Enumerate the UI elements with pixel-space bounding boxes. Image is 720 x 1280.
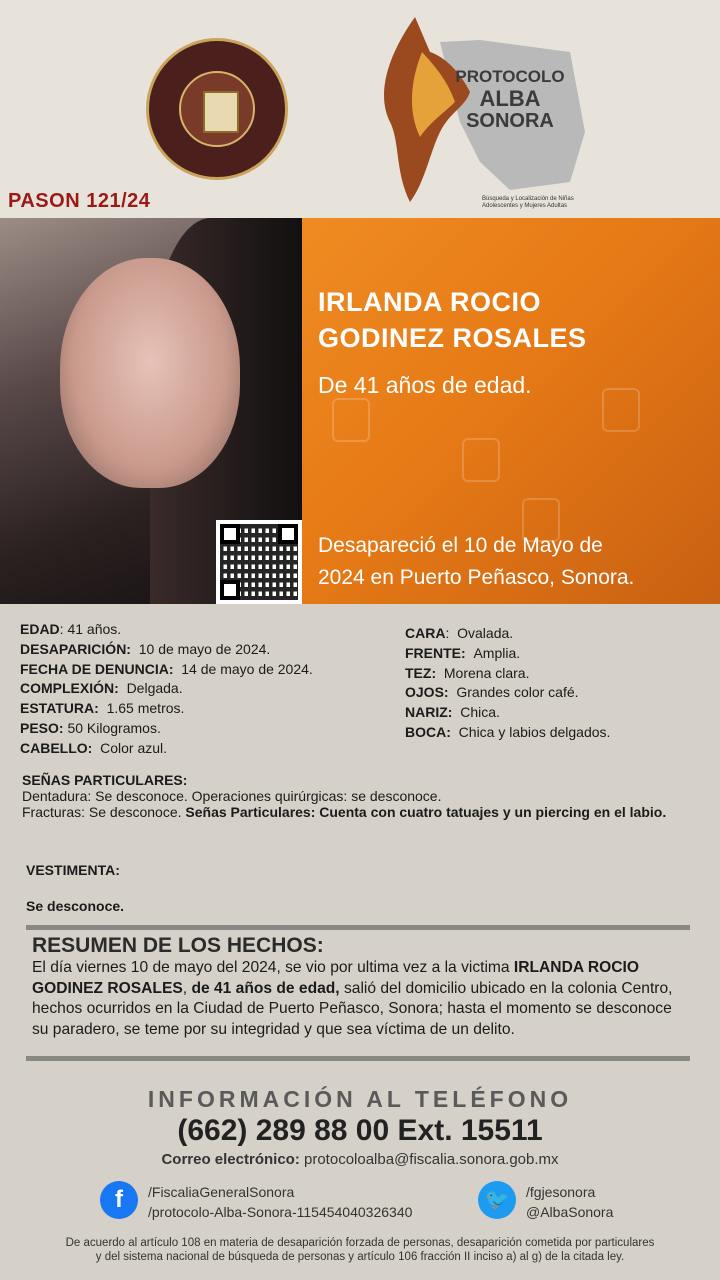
divider — [26, 925, 690, 930]
qr-code[interactable] — [216, 520, 302, 604]
detail-row: NARIZ: Chica. — [405, 704, 500, 721]
facebook-icon[interactable]: f — [100, 1181, 138, 1219]
person-age: De 41 años de edad. — [318, 372, 532, 398]
fiscalia-seal-logo — [146, 38, 288, 180]
email-line: Correo electrónico: protocoloalba@fiscalia.sonora.gob.mx — [161, 1151, 559, 1168]
alba-subtitle: Búsqueda y Localización de Niñas Adolescentes y Mujeres Adultas — [482, 196, 574, 209]
clothing-title: VESTIMENTA: — [26, 862, 120, 878]
lock-icon — [602, 388, 640, 432]
detail-row: DESAPARICIÓN: 10 de mayo de 2024. — [20, 640, 271, 657]
detail-row: TEZ: Morena clara. — [405, 664, 530, 681]
header-band — [0, 0, 720, 218]
distinguishing-marks: SEÑAS PARTICULARES: Dentadura: Se desconoce. Operaciones quirúrgicas: se desconoce. Fracturas: Se desconoce. Señas Particulares: Cuenta con cuatro tatuajes y un piercing en el labio. — [22, 772, 667, 820]
divider — [26, 1056, 690, 1061]
twitter-links: /fgjesonora @AlbaSonora — [526, 1184, 614, 1220]
facebook-links: /FiscaliaGeneralSonora /protocolo-Alba-Sonora-115454040326340 — [148, 1184, 413, 1220]
detail-row: COMPLEXIÓN: Delgada. — [20, 680, 183, 697]
summary-title: RESUMEN DE LOS HECHOS: — [32, 934, 324, 957]
lock-icon — [332, 398, 370, 442]
legal-footer: De acuerdo al artículo 108 en materia de desaparición forzada de personas, desaparición cometida por particulares y del sistema nacional de búsqueda de personas y artículo 106 fracción II inciso a) al g) de la citada ley. — [65, 1237, 655, 1263]
alba-title: PROTOCOLO ALBA SONORA — [455, 67, 565, 132]
detail-row: FRENTE: Amplia. — [405, 644, 521, 661]
details-left-list — [20, 620, 313, 759]
info-phone-title: INFORMACIÓN AL TELÉFONO — [147, 1086, 573, 1112]
twitter-icon[interactable]: 🐦 — [478, 1181, 516, 1219]
person-name: IRLANDA ROCIO GODINEZ ROSALES — [318, 287, 587, 353]
detail-row: FECHA DE DENUNCIA: 14 de mayo de 2024. — [20, 660, 313, 677]
detail-row: CARA: Ovalada. — [405, 625, 514, 641]
email-link[interactable]: protocoloalba@fiscalia.sonora.gob.mx — [304, 1151, 559, 1168]
clothing-value: Se desconoce. — [26, 898, 125, 914]
detail-row: OJOS: Grandes color café. — [405, 684, 579, 701]
detail-row: BOCA: Chica y labios delgados. — [405, 723, 611, 740]
case-code: PASON 121/24 — [8, 190, 151, 212]
summary-text: El día viernes 10 de mayo del 2024, se vio por ultima vez a la victima IRLANDA ROCIO GODINEZ ROSALES, de 41 años de edad, salió del domicilio ubicado en la colonia Centro, hechos ocurridos en la Ciudad de Puerto Peñasco, Sonora; hasta el momento se desconoce su paradero, se teme por su integridad y que sea víctima de un delito. — [32, 959, 673, 1038]
detail-row: EDAD: 41 años. — [20, 621, 122, 637]
details-right-list — [405, 624, 610, 743]
detail-row: PESO: 50 Kilogramos. — [20, 719, 161, 736]
detail-row: CABELLO: Color azul. — [20, 739, 168, 756]
shield-icon — [203, 91, 239, 133]
detail-row: ESTATURA: 1.65 metros. — [20, 700, 185, 717]
phone-number[interactable]: (662) 289 88 00 Ext. 15511 — [177, 1114, 543, 1147]
disappearance-summary: Desapareció el 10 de Mayo de 2024 en Puerto Peñasco, Sonora. — [318, 534, 635, 589]
lock-icon — [462, 438, 500, 482]
